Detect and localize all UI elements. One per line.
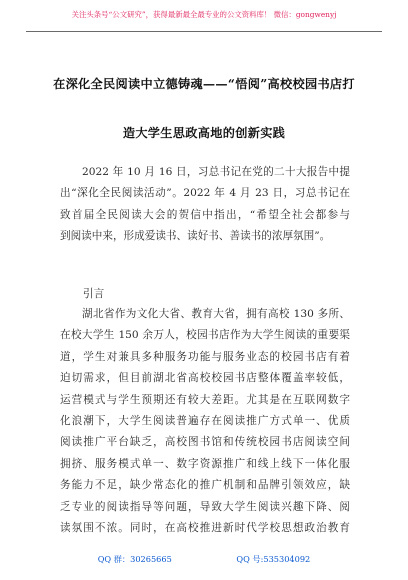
paragraph-line: 道，学生对兼具多种服务功能与服务业态的校园书店有着 [60, 350, 350, 363]
footer-qq-number: QQ 号:535304092 [236, 554, 311, 564]
paragraph-line: 湖北省作为文化大省、教育大省，拥有高校 130 多所、 [82, 308, 350, 320]
paragraph-line: 阅读推广平台缺乏，高校图书馆和传统校园书店阅读空间 [60, 436, 350, 449]
paragraph-line: 迫切需求，但目前湖北省高校校园书店整体覆盖率较低， [60, 372, 350, 385]
paragraph-line: 拥挤、服务模式单一、数字资源推广和线上线下一体化服 [60, 457, 350, 470]
paragraph-line: 到阅读中来，形成爱读书、读好书、善读书的浓厚氛围”。 [60, 230, 331, 243]
paragraph-line: 务能力不足，缺少常态化的推广机制和品牌引领效应，缺 [60, 479, 350, 492]
paragraph-hubei [60, 304, 350, 539]
footer-contact [0, 554, 408, 565]
footer-qq-group: QQ 群：30265665 [97, 554, 172, 564]
paragraph-line: 致首届全民阅读大会的贺信中指出，“希望全社会都参与 [60, 208, 350, 221]
paragraph-line: 运营模式与学生预期还有较大差距。尤其是在互联网数字 [60, 393, 350, 406]
paragraph-line: 在校大学生 150 余万人，校园书店作为大学生阅读的重要渠 [60, 329, 350, 342]
header-divider [26, 31, 382, 32]
header-promo-note: 关注头条号“公文研究”，获得最新最全最专业的公文资料库！ 微信：gongwenyj [71, 10, 337, 19]
paragraph-line: 出“深化全民阅读活动”。2022 年 4 月 23 日，习总书记在 [60, 187, 350, 200]
paragraph-line: 化浪潮下，大学生阅读普遍存在阅读推广方式单一、优质 [60, 414, 350, 427]
document-title-line-1: 在深化全民阅读中立德铸魂——“悟阅”高校校园书店打 [53, 77, 355, 91]
section-heading-introduction: 引言 [83, 288, 105, 300]
paragraph-line: 读氛围不浓。同时，在高校推进新时代学校思想政治教育 [60, 521, 350, 534]
paragraph-line: 乏专业的阅读指导等问题，导致大学生阅读兴趣下降、阅 [60, 500, 350, 513]
paragraph-line: 2022 年 10 月 16 日，习总书记在党的二十大报告中提 [82, 166, 350, 178]
document-title-line-2: 造大学生思政高地的创新实践 [122, 126, 286, 140]
paragraph-opening [60, 162, 350, 248]
